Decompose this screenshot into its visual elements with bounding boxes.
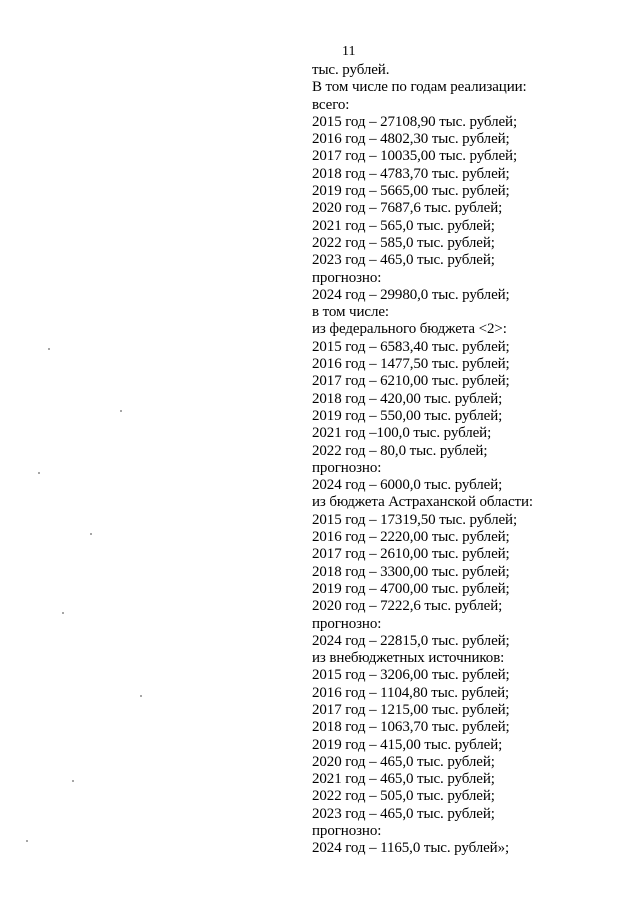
text-line: 2022 год – 505,0 тыс. рублей; — [312, 788, 495, 805]
text-line: 2018 год – 4783,70 тыс. рублей; — [312, 165, 510, 182]
text-line: 2019 год – 4700,00 тыс. рублей; — [312, 580, 510, 597]
text-line: 2018 год – 3300,00 тыс. рублей; — [312, 563, 510, 580]
text-line: 2020 год – 7222,6 тыс. рублей; — [312, 598, 503, 615]
text-line: 2019 год – 415,00 тыс. рублей; — [312, 736, 503, 753]
text-line: 2018 год – 420,00 тыс. рублей; — [312, 390, 503, 407]
text-line: 2019 год – 550,00 тыс. рублей; — [312, 407, 503, 424]
text-line: 2017 год – 10035,00 тыс. рублей; — [312, 148, 518, 165]
text-line: 2016 год – 4802,30 тыс. рублей; — [312, 131, 510, 148]
text-line: прогнозно: — [312, 459, 382, 476]
scan-speck — [90, 533, 92, 535]
text-line: 2024 год – 6000,0 тыс. рублей; — [312, 477, 503, 494]
text-line: из федерального бюджета <2>: — [312, 321, 507, 338]
funding-text-block — [312, 62, 632, 858]
text-line: 2021 год – 565,0 тыс. рублей; — [312, 217, 495, 234]
text-line: из бюджета Астраханской области: — [312, 494, 533, 511]
text-line: 2021 год –100,0 тыс. рублей; — [312, 425, 492, 442]
text-line: 2017 год – 2610,00 тыс. рублей; — [312, 546, 510, 563]
text-line: 2018 год – 1063,70 тыс. рублей; — [312, 719, 510, 736]
text-line: 2015 год – 6583,40 тыс. рублей; — [312, 338, 510, 355]
text-line: 2016 год – 2220,00 тыс. рублей; — [312, 529, 510, 546]
page-number: 11 — [342, 44, 356, 59]
text-line: 2022 год – 585,0 тыс. рублей; — [312, 234, 495, 251]
text-line: В том числе по годам реализации: — [312, 79, 527, 96]
text-line: всего: — [312, 96, 350, 113]
scan-speck — [140, 695, 142, 697]
text-line: 2020 год – 465,0 тыс. рублей; — [312, 753, 495, 770]
scan-speck — [62, 612, 64, 614]
scan-speck — [48, 348, 50, 350]
text-line: 2023 год – 465,0 тыс. рублей; — [312, 252, 495, 269]
text-line: 2015 год – 17319,50 тыс. рублей; — [312, 511, 518, 528]
text-line: 2019 год – 5665,00 тыс. рублей; — [312, 183, 510, 200]
text-line: 2017 год – 6210,00 тыс. рублей; — [312, 373, 510, 390]
text-line: 2023 год – 465,0 тыс. рублей; — [312, 805, 495, 822]
text-line: 2024 год – 22815,0 тыс. рублей; — [312, 632, 510, 649]
scan-speck — [38, 472, 40, 474]
scan-speck — [26, 840, 28, 842]
text-line: 2017 год – 1215,00 тыс. рублей; — [312, 701, 510, 718]
text-line: 2022 год – 80,0 тыс. рублей; — [312, 442, 488, 459]
text-line: в том числе: — [312, 304, 389, 321]
text-line: из внебюджетных источников: — [312, 650, 505, 667]
text-line: прогнозно: — [312, 269, 382, 286]
text-line: 2016 год – 1104,80 тыс. рублей; — [312, 684, 510, 701]
text-line: 2024 год – 1165,0 тыс. рублей»; — [312, 840, 510, 857]
text-line: 2020 год – 7687,6 тыс. рублей; — [312, 200, 503, 217]
text-line: прогнозно: — [312, 823, 382, 840]
scan-speck — [120, 410, 122, 412]
text-line: 2024 год – 29980,0 тыс. рублей; — [312, 286, 510, 303]
text-line: 2015 год – 27108,90 тыс. рублей; — [312, 113, 518, 130]
text-line: 2021 год – 465,0 тыс. рублей; — [312, 771, 495, 788]
text-line: 2015 год – 3206,00 тыс. рублей; — [312, 667, 510, 684]
text-line: тыс. рублей. — [312, 62, 390, 78]
text-line: прогнозно: — [312, 615, 382, 632]
scan-speck — [72, 780, 74, 782]
text-line: 2016 год – 1477,50 тыс. рублей; — [312, 356, 510, 373]
